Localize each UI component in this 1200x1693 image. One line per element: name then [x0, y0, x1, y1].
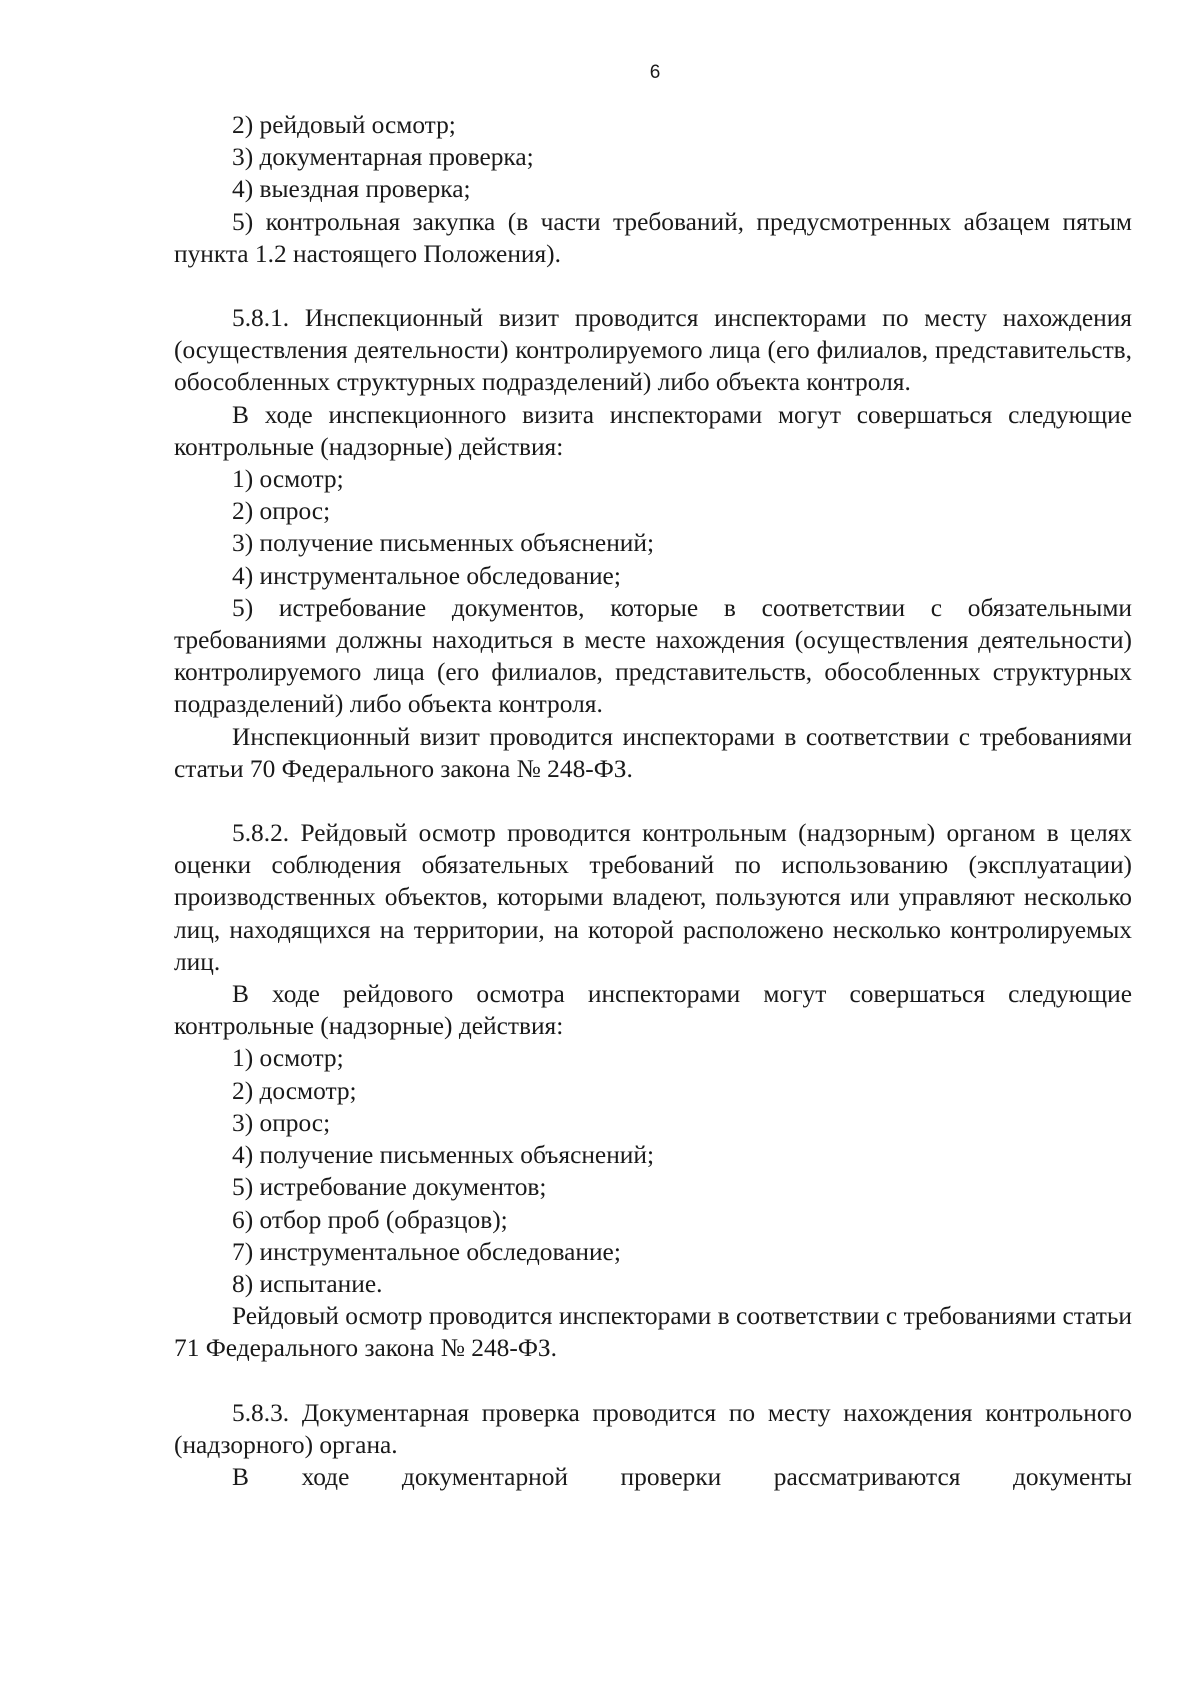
- paragraph: 1) осмотр;: [232, 1044, 344, 1073]
- paragraph: Инспекционный визит проводится инспекторами в соответствии с требованиями статьи 70 Федерального закона № 248-ФЗ.: [174, 722, 1132, 783]
- paragraph: 4) инструментальное обследование;: [232, 561, 621, 590]
- paragraph: 5.8.3. Документарная проверка проводится по месту нахождения контрольного (надзорного) органа.: [174, 1398, 1132, 1459]
- paragraph: 1) осмотр;: [232, 465, 344, 494]
- paragraph: В ходе документарной проверки рассматриваются документы: [232, 1462, 1132, 1491]
- paragraph-spacer: [174, 1365, 1132, 1397]
- paragraph: 4) выездная проверка;: [232, 175, 471, 204]
- paragraph: 2) рейдовый осмотр;: [232, 111, 456, 139]
- paragraph-spacer: [174, 270, 1132, 302]
- paragraph: 4) получение письменных объяснений;: [232, 1141, 655, 1170]
- paragraph: 3) получение письменных объяснений;: [232, 529, 655, 558]
- paragraph: Рейдовый осмотр проводится инспекторами в соответствии с требованиями статьи 71 Федерального закона № 248-ФЗ.: [174, 1302, 1132, 1363]
- paragraph: 5) истребование документов, которые в соответствии с обязательными требованиями должны находиться в месте нахождения (осуществления деятельности) контролируемого лица (его филиалов, представительств, обособленных структурных подразделений) либо объекта контроля.: [174, 593, 1132, 719]
- paragraph: 2) опрос;: [232, 497, 331, 526]
- paragraph: 8) испытание.: [232, 1269, 383, 1298]
- page-number: 6: [649, 62, 661, 83]
- paragraph: В ходе инспекционного визита инспекторами могут совершаться следующие контрольные (надзорные) действия:: [174, 400, 1132, 461]
- document-body: [174, 109, 1132, 1493]
- paragraph: В ходе рейдового осмотра инспекторами могут совершаться следующие контрольные (надзорные) действия:: [174, 980, 1132, 1041]
- paragraph: 6) отбор проб (образцов);: [232, 1205, 508, 1234]
- paragraph: 3) документарная проверка;: [232, 143, 534, 172]
- paragraph-spacer: [174, 785, 1132, 817]
- paragraph: 5.8.1. Инспекционный визит проводится инспекторами по месту нахождения (осуществления деятельности) контролируемого лица (его филиалов, представительств, обособленных структурных подразделений) либо объекта контроля.: [174, 304, 1132, 397]
- paragraph: 2) досмотр;: [232, 1076, 357, 1105]
- paragraph: 5) истребование документов;: [232, 1173, 547, 1202]
- paragraph: 3) опрос;: [232, 1108, 331, 1137]
- paragraph: 5.8.2. Рейдовый осмотр проводится контрольным (надзорным) органом в целях оценки соблюдения обязательных требований по использованию (эксплуатации) производственных объектов, которыми владеют, пользуются или управляют несколько лиц, находящихся на территории, на которой расположено несколько контролируемых лиц.: [174, 819, 1132, 976]
- paragraph: 5) контрольная закупка (в части требований, предусмотренных абзацем пятым пункта 1.2 настоящего Положения).: [174, 207, 1132, 268]
- paragraph: 7) инструментальное обследование;: [232, 1237, 621, 1266]
